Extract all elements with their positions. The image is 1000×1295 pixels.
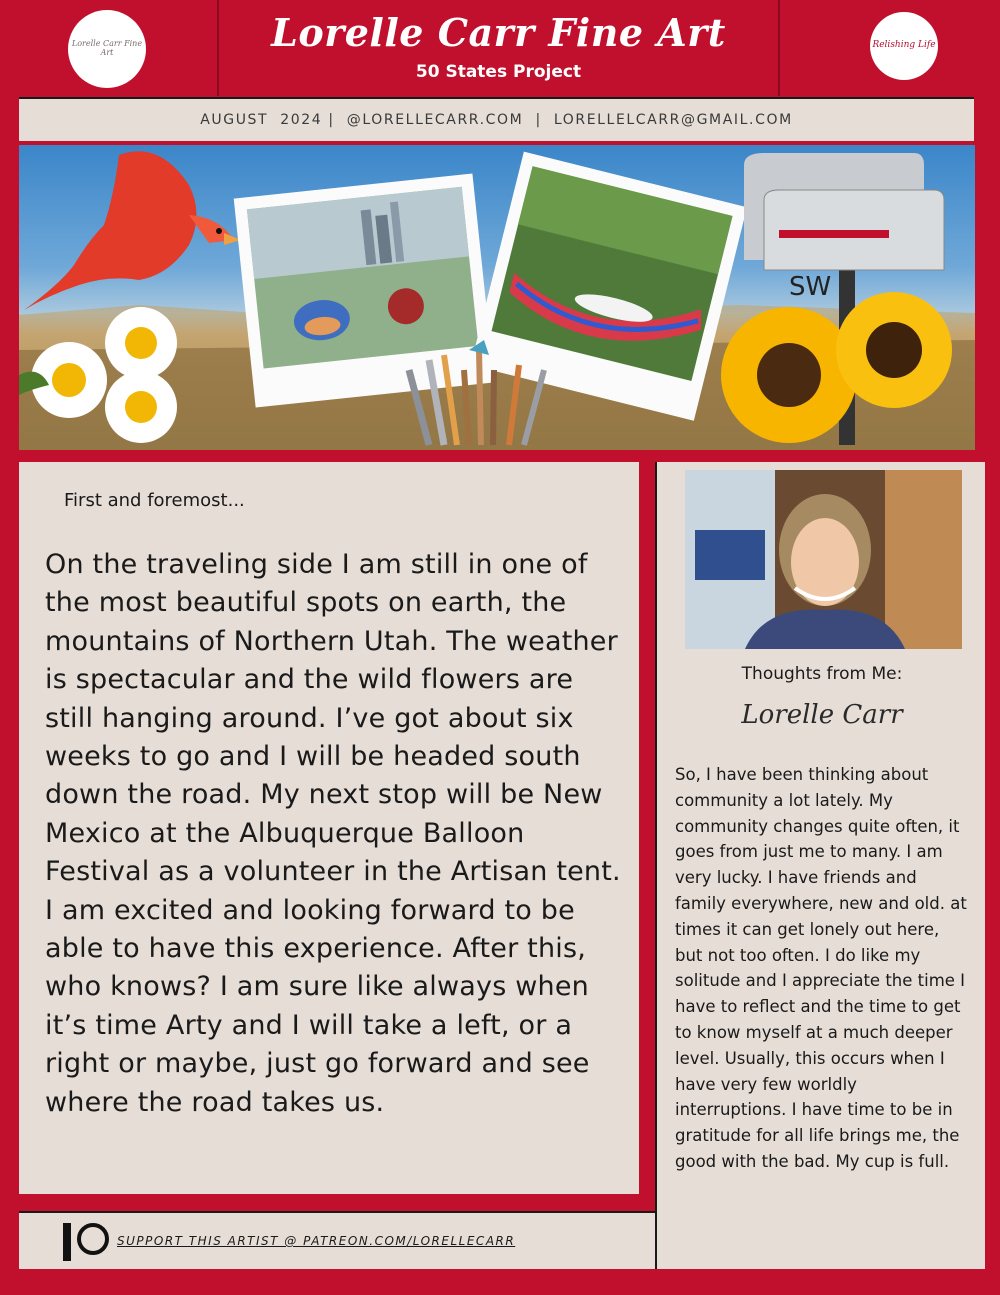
article-intro: First and foremost...: [64, 490, 245, 511]
relishing-life-logo-text: Relishing Life: [872, 40, 936, 51]
page-title: Lorelle Carr Fine Art: [271, 10, 726, 55]
mailbox-initials: SW: [789, 272, 832, 302]
support-footer: [19, 1211, 655, 1269]
patreon-icon[interactable]: [63, 1221, 113, 1263]
banner-collage: [19, 145, 975, 450]
page-subtitle: 50 States Project: [415, 62, 582, 82]
article-body: On the traveling side I am still in one of the most beautiful spots on earth, the mountains of Northern Utah. The weather is spectacular and the wild flowers are still hanging around. I’ve got about six weeks to go and I will be headed south down the road. My next stop will be New Mexico at the Albuquerque Balloon Festival as a volunteer in the Artisan tent. I am excited and looking forward to be able to have this experience. After this, who knows? I am sure like always when it’s time Arty and I will take a left, or a right or maybe, just go forward and see where the road takes us.: [45, 549, 621, 1118]
header-divider: [778, 0, 780, 96]
patreon-support-link[interactable]: SUPPORT THIS ARTIST @ PATREON.COM/LORELLECARR: [117, 1234, 516, 1248]
main-article: [19, 462, 639, 1194]
banner-illustration: [19, 145, 975, 450]
sidebar: [655, 462, 985, 1269]
brand-logo-text: Lorelle Carr Fine Art: [71, 39, 143, 57]
artist-photo: [685, 470, 962, 649]
artist-signature: Lorelle Carr: [741, 700, 903, 730]
brand-logo: [68, 10, 146, 88]
polaroid-painting-image: [234, 174, 495, 408]
sidebar-body: So, I have been thinking about community a lot lately. My community changes quite often, it goes from just me to many. I am very lucky. I have friends and family everywhere, new and old. at times it can get lonely out here, but not too often. I do like my solitude and I appreciate the time I have to reflect and the time to get to know myself at a much deeper level. Usually, this occurs when I have very few worldly interruptions. I have time to be in gratitude for all life brings me, the good with the bad. My cup is full.: [675, 765, 967, 1171]
cardinal-bird-image: [24, 151, 241, 310]
sidebar-heading: Thoughts from Me:: [741, 664, 903, 684]
header: [0, 0, 1000, 96]
relishing-life-logo: [870, 12, 938, 80]
date-contact-line: AUGUST 2024 | @LORELLECARR.COM | LORELLELCARR@GMAIL.COM: [200, 112, 793, 128]
info-bar: [19, 97, 974, 141]
